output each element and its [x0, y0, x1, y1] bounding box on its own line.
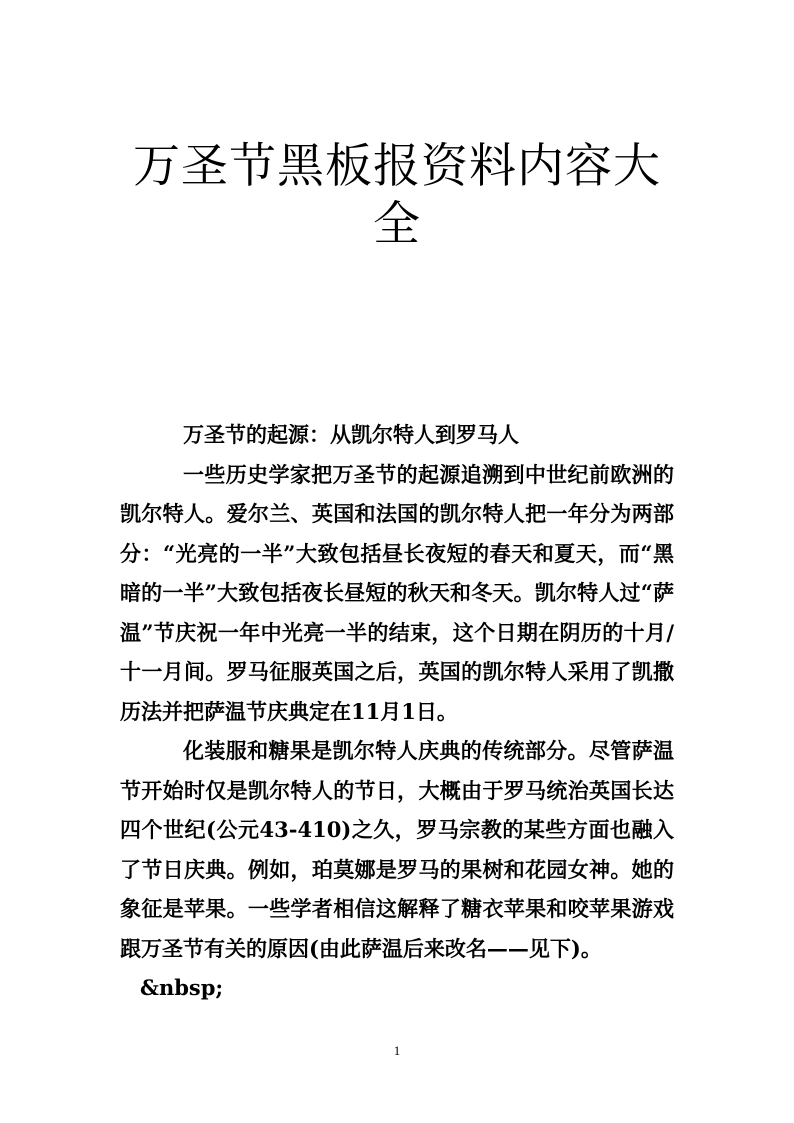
- section-heading: 万圣节的起源：从凯尔特人到罗马人: [183, 422, 519, 447]
- document-body: [120, 415, 674, 1008]
- trailing-nbsp-text: &nbsp;: [140, 975, 224, 1000]
- paragraph-2: 化装服和糖果是凯尔特人庆典的传统部分。尽管萨温节开始时仅是凯尔特人的节日，大概由于罗马统治英国长达四个世纪(公元43-410)之久，罗马宗教的某些方面也融入了节日庆典。例如，珀莫娜是罗马的果树和花园女神。她的象征是苹果。一些学者相信这解释了糖衣苹果和咬苹果游戏跟万圣节有关的原因(由此萨温后来改名——见下)。: [120, 738, 674, 961]
- paragraph-1: 一些历史学家把万圣节的起源追溯到中世纪前欧洲的凯尔特人。爱尔兰、英国和法国的凯尔特人把一年分为两部分：“光亮的一半”大致包括昼长夜短的春天和夏天，而“黑暗的一半”大致包括夜长昼短的秋天和冬天。凯尔特人过“萨温”节庆祝一年中光亮一半的结束，这个日期在阴历的十月/十一月间。罗马征服英国之后，英国的凯尔特人采用了凯撒历法并把萨温节庆典定在11月1日。: [120, 461, 674, 724]
- document-title: 万圣节黑板报资料内容大全: [133, 139, 661, 252]
- page-number: 1: [393, 1043, 401, 1058]
